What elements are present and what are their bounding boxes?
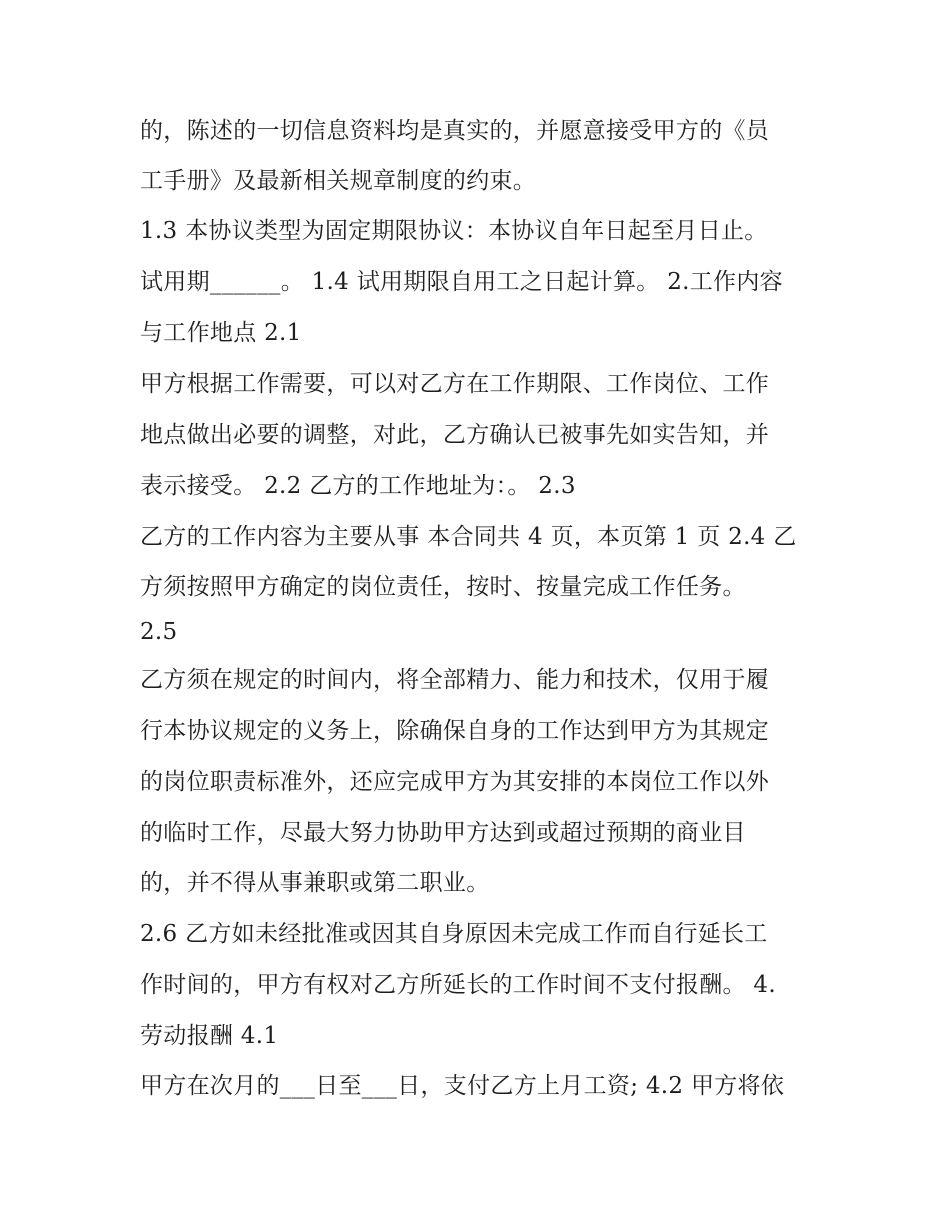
- text-line: 的岗位职责标准外，还应完成甲方为其安排的本岗位工作以外: [140, 769, 770, 795]
- text-line: 方须按照甲方确定的岗位责任，按时、按量完成工作任务。: [140, 574, 746, 600]
- text-line: 2.5: [140, 619, 178, 645]
- text-line: 的，并不得从事兼职或第二职业。: [140, 870, 490, 896]
- text-line: 乙方的工作内容为主要从事 本合同共 4 页，本页第 1 页 2.4 乙: [140, 524, 797, 550]
- text-line: 表示接受。 2.2 乙方的工作地址为：。 2.3: [140, 473, 576, 499]
- text-line: 作时间的，甲方有权对乙方所延长的工作时间不支付报酬。 4.: [140, 972, 776, 998]
- text-line: 行本协议规定的义务上，除确保自身的工作达到甲方为其规定: [140, 718, 770, 744]
- text-line: 地点做出必要的调整，对此，乙方确认已被事先如实告知，并: [140, 422, 770, 448]
- text-line: 1.3 本协议类型为固定期限协议：本协议自年日起至月日止。: [140, 218, 768, 244]
- text-line: 甲方根据工作需要，可以对乙方在工作期限、工作岗位、工作: [140, 371, 770, 397]
- text-line: 乙方须在规定的时间内，将全部精力、能力和技术，仅用于履: [140, 667, 770, 693]
- text-line: 的，陈述的一切信息资料均是真实的，并愿意接受甲方的《员: [140, 118, 770, 144]
- text-line: 甲方在次月的___日至___日，支付乙方上月工资; 4.2 甲方将依: [140, 1073, 785, 1099]
- text-line: 工手册》及最新相关规章制度的约束。: [140, 168, 537, 194]
- text-line: 的临时工作，尽最大努力协助甲方达到或超过预期的商业目: [140, 820, 746, 846]
- text-line: 劳动报酬 4.1: [140, 1023, 279, 1049]
- text-line: 与工作地点 2.1: [140, 320, 302, 346]
- text-line: 试用期______。 1.4 试用期限自用工之日起计算。 2.工作内容: [140, 269, 783, 295]
- text-line: 2.6 乙方如未经批准或因其自身原因未完成工作而自行延长工: [140, 921, 768, 947]
